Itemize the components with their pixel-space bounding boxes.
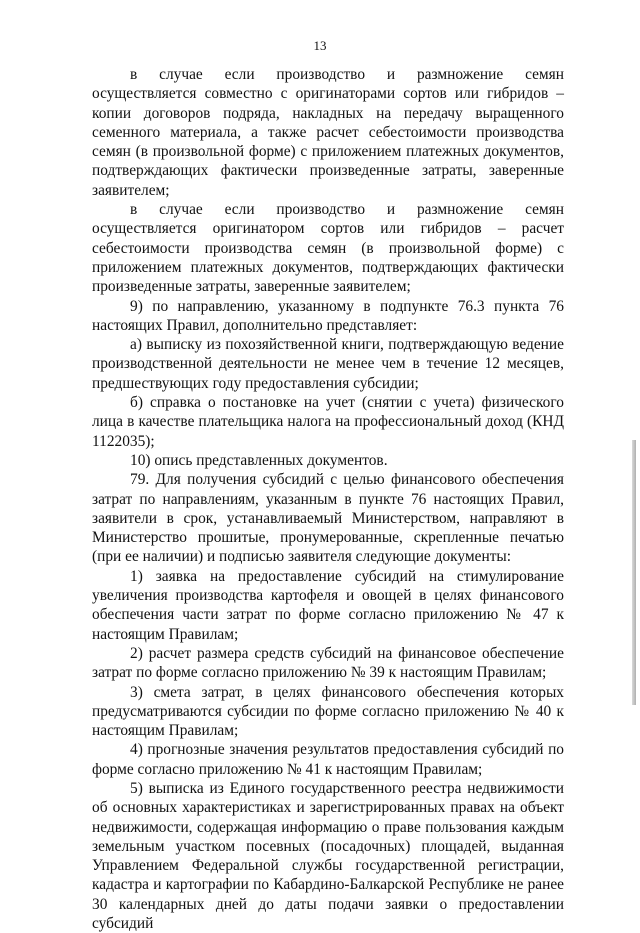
scan-edge-shadow [632, 440, 636, 705]
paragraph: 1) заявка на предоставление субсидий на стимулирование увеличения производства картофеля и овощей в целях финансового обеспечения части затрат по форме согласно приложению № 47 к настоящим Правилам; [92, 567, 564, 643]
paragraph: в случае если производство и размножение семян осуществляется оригинатором сортов или гибридов – расчет себестоимости производства семян (в произвольной форме) с приложением платежных документов, подтверждающих фактически произведенные затраты, заверенные заявителем; [92, 201, 564, 296]
paragraph: 2) расчет размера средств субсидий на финансовое обеспечение затрат по форме согласно приложению № 39 к настоящим Правилам; [92, 644, 564, 682]
paragraph: б) справка о постановке на учет (снятии с учета) физического лица в качестве плательщика налога на профессиональный доход (КНД 1122035); [92, 394, 564, 450]
page-number: 13 [313, 38, 327, 53]
document-body [92, 65, 564, 933]
paragraph: 10) опись представленных документов. [130, 451, 388, 469]
paragraph: 4) прогнозные значения результатов предоставления субсидий по форме согласно приложению № 41 к настоящим Правилам; [92, 741, 564, 778]
paragraph: в случае если производство и размножение семян осуществляется совместно с оригинаторами сортов или гибридов – копии договоров подряда, накладных на передачу выращенного семенного материала, а также расчет себестоимости производства семян (в произвольной форме) с приложением платежных документов, подтверждающих фактически произведенные затраты, заверенные заявителем; [92, 66, 564, 199]
paragraph: 9) по направлению, указанному в подпункте 76.3 пункта 76 настоящих Правил, дополнительно представляет: [92, 297, 564, 334]
paragraph: а) выписку из похозяйственной книги, подтверждающую ведение производственной деятельности не менее чем в течение 12 месяцев, предшествующих году предоставления субсидии; [92, 336, 564, 392]
paragraph: 3) смета затрат, в целях финансового обеспечения которых предусматриваются субсидии по форме согласно приложению № 40 к настоящим Правилам; [92, 683, 564, 740]
paragraph: 79. Для получения субсидий с целью финансового обеспечения затрат по направлениям, указанным в пункте 76 настоящих Правил, заявители в срок, устанавливаемый Министерством, направляют в Министерство прошитые, пронумерованные, скрепленные печатью (при ее наличии) и подписью заявителя следующие документы: [92, 471, 564, 566]
paragraph: 5) выписка из Единого государственного реестра недвижимости об основных характеристиках и зарегистрированных правах на объект недвижимости, содержащая информацию о праве пользования каждым земельным участком посевных (посадочных) площадей, выданная Управлением Федеральной службы государственной регистрации, кадастра и картографии по Кабардино-Балкарской Республике не ранее 30 календарных дней до даты подачи заявки о предоставлении субсидий [92, 779, 564, 933]
